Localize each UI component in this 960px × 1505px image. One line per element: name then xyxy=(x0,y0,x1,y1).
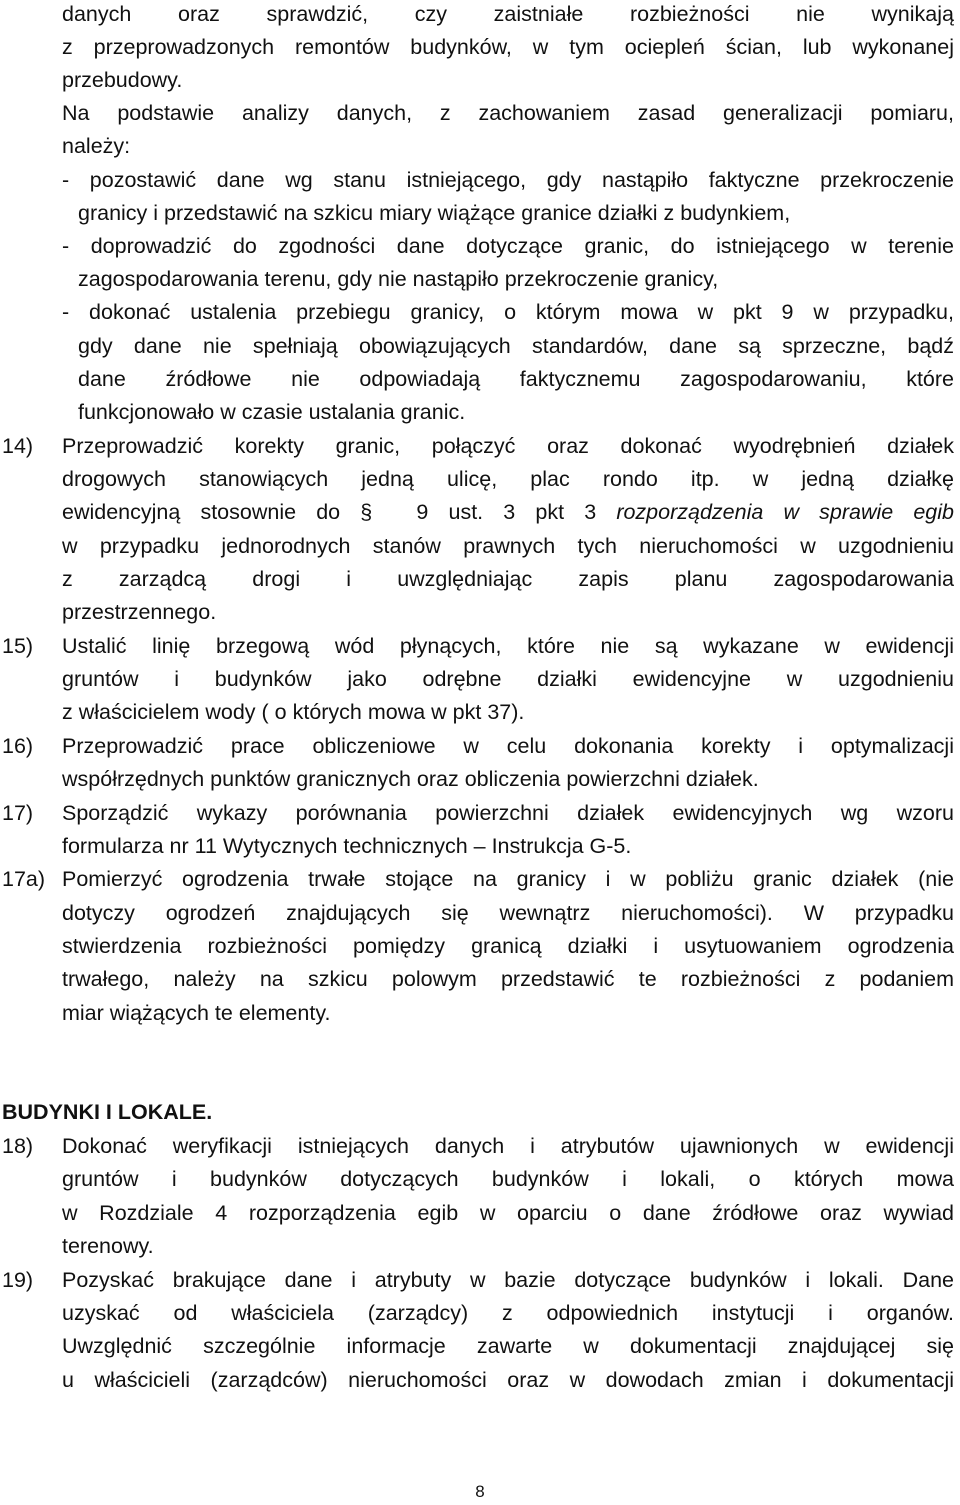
item-line: uzyskać od właściciela (zarządcy) z odpowiednich instytucji i organów. xyxy=(62,1301,954,1325)
item-line: z zarządcą drogi i uwzględniając zapis planu zagospodarowania xyxy=(62,567,954,591)
intro-line: gdy dane nie spełniają obowiązujących standardów, dane są sprzeczne, bądź xyxy=(78,334,954,358)
intro-line: - doprowadzić do zgodności dane dotyczące granic, do istniejącego w terenie xyxy=(62,234,954,258)
item-number: 17a) xyxy=(2,867,46,891)
section-sign: § xyxy=(360,500,373,524)
item-number: 19) xyxy=(2,1268,34,1292)
item-number: 17) xyxy=(2,801,34,825)
intro-line: - dokonać ustalenia przebiegu granicy, o którym mowa w pkt 9 w przypadku, xyxy=(62,300,954,324)
item-line: terenowy. xyxy=(62,1234,154,1258)
intro-line: funkcjonowało w czasie ustalania granic. xyxy=(78,400,466,424)
section-heading: BUDYNKI I LOKALE. xyxy=(2,1100,213,1124)
intro-line: przebudowy. xyxy=(62,68,183,92)
item-line: Sporządzić wykazy porównania powierzchni działek ewidencyjnych wg wzoru xyxy=(62,801,954,825)
item-line: w Rozdziale 4 rozporządzenia egib w oparciu o dane źródłowe oraz wywiad xyxy=(62,1201,954,1225)
intro-line: zagospodarowania terenu, gdy nie nastąpiło przekroczenie granicy, xyxy=(78,267,719,291)
item-line: przestrzennego. xyxy=(62,600,217,624)
item-line: współrzędnych punktów granicznych oraz obliczenia powierzchni działek. xyxy=(62,767,759,791)
item-number: 15) xyxy=(2,634,34,658)
item-line: miar wiążących te elementy. xyxy=(62,1001,331,1025)
item-text: 9 ust. 3 pkt 3 xyxy=(416,500,597,524)
item-line: stwierdzenia rozbieżności pomiędzy granicą działki i usytuowaniem ogrodzenia xyxy=(62,934,954,958)
item-line: Pozyskać brakujące dane i atrybuty w bazie dotyczące budynków i lokali. Dane xyxy=(62,1268,954,1292)
item-line: u właścicieli (zarządców) nieruchomości oraz w dowodach zmian i dokumentacji xyxy=(62,1368,954,1392)
item-number: 14) xyxy=(2,434,34,458)
intro-line: - pozostawić dane wg stanu istniejącego, gdy nastąpiło faktyczne przekroczenie xyxy=(62,168,954,192)
intro-line: granicy i przedstawić na szkicu miary wiążące granice działki z budynkiem, xyxy=(78,201,791,225)
intro-line: danych oraz sprawdzić, czy zaistniałe rozbieżności nie wynikają xyxy=(62,2,954,26)
item-line: gruntów i budynków dotyczących budynków i lokali, o których mowa xyxy=(62,1167,954,1191)
item-number: 18) xyxy=(2,1134,34,1158)
item-line xyxy=(62,498,954,526)
item-line: Dokonać weryfikacji istniejących danych i atrybutów ujawnionych w ewidencji xyxy=(62,1134,954,1158)
item-text: ewidencyjną stosownie do xyxy=(62,500,341,524)
intro-line: należy: xyxy=(62,134,131,158)
item-line: Przeprowadzić korekty granic, połączyć oraz dokonać wyodrębnień działek xyxy=(62,434,954,458)
intro-line: Na podstawie analizy danych, z zachowaniem zasad generalizacji pomiaru, xyxy=(62,101,954,125)
intro-line: dane źródłowe nie odpowiadają faktycznemu zagospodarowaniu, które xyxy=(78,367,954,391)
item-line: Ustalić linię brzegową wód płynących, które nie są wykazane w ewidencji xyxy=(62,634,954,658)
item-line: dotyczy ogrodzeń znajdujących się wewnątrz nieruchomości). W przypadku xyxy=(62,901,954,925)
item-line: formularza nr 11 Wytycznych technicznych – Instrukcja G-5. xyxy=(62,834,632,858)
item-line: trwałego, należy na szkicu polowym przedstawić te rozbieżności z podaniem xyxy=(62,967,954,991)
intro-line: z przeprowadzonych remontów budynków, w tym ociepleń ścian, lub wykonanej xyxy=(62,35,954,59)
item-number: 16) xyxy=(2,734,34,758)
item-line: Uwzględnić szczególnie informacje zawarte w dokumentacji znajdującej się xyxy=(62,1334,954,1358)
item-line: z właścicielem wody ( o których mowa w pkt 37). xyxy=(62,700,525,724)
item-text-italic: rozporządzenia w sprawie egib xyxy=(616,500,954,524)
item-line: Pomierzyć ogrodzenia trwałe stojące na granicy i w pobliżu granic działek (nie xyxy=(62,867,954,891)
page-number: 8 xyxy=(475,1482,485,1501)
item-line: w przypadku jednorodnych stanów prawnych tych nieruchomości w uzgodnieniu xyxy=(62,534,954,558)
item-line: drogowych stanowiących jedną ulicę, plac rondo itp. w jedną działkę xyxy=(62,467,954,491)
item-line: gruntów i budynków jako odrębne działki ewidencyjne w uzgodnieniu xyxy=(62,667,954,691)
item-line: Przeprowadzić prace obliczeniowe w celu dokonania korekty i optymalizacji xyxy=(62,734,954,758)
